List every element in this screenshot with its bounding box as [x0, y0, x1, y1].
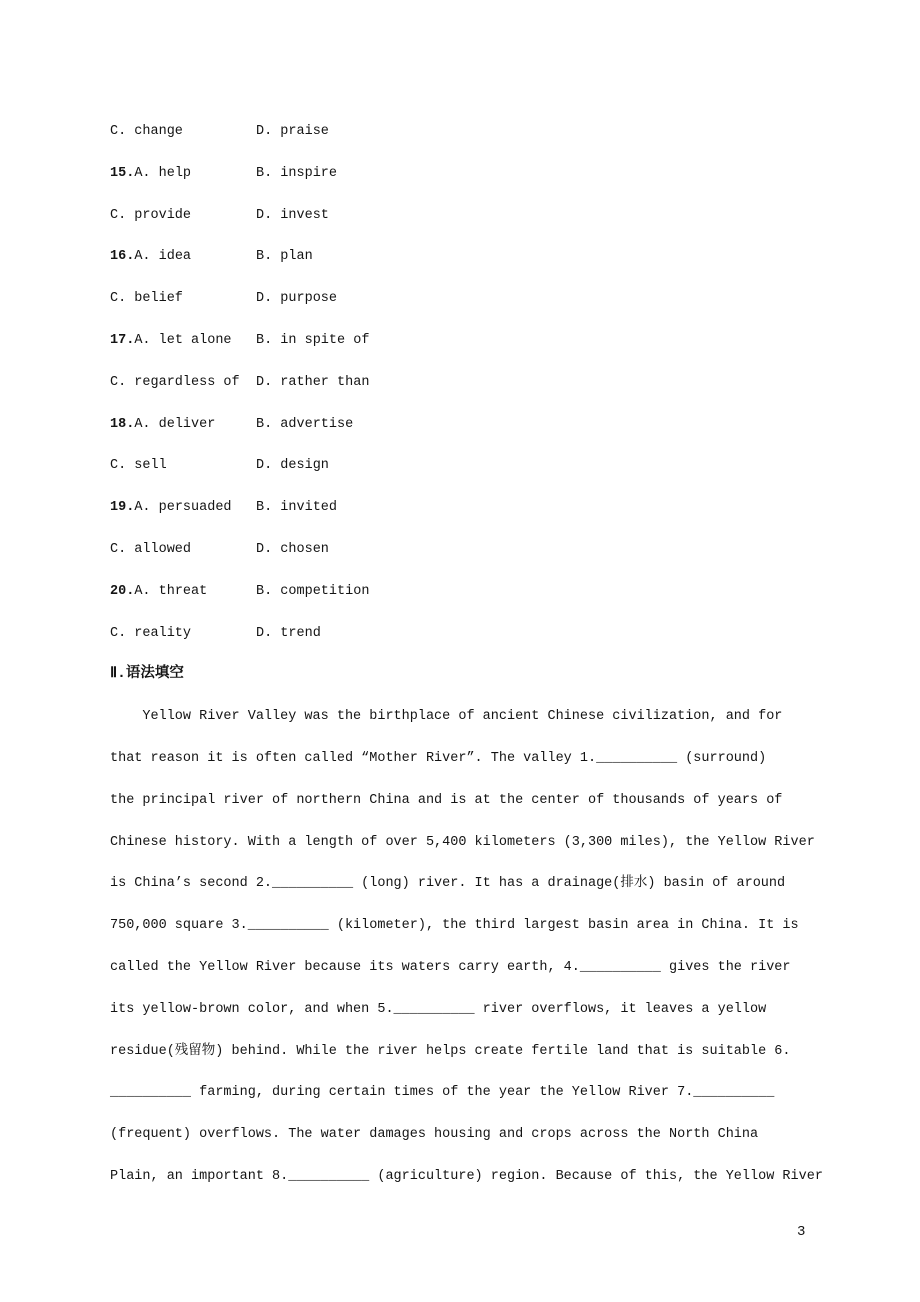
option-cell-a	[110, 529, 256, 571]
question-number: 17.	[110, 332, 135, 348]
option-row	[110, 571, 834, 613]
option-row	[110, 613, 834, 655]
option-cell-a	[110, 236, 256, 278]
passage-line: called the Yellow River because its waters carry earth, 4.__________ gives the river	[110, 959, 791, 975]
option-cell-a	[110, 320, 256, 362]
option-cell-a	[110, 278, 256, 320]
passage-line: the principal river of northern China and is at the center of thousands of years of	[110, 792, 783, 808]
option-a-label: C. allowed	[110, 541, 192, 557]
question-number: 19.	[110, 500, 135, 516]
option-b-label: B. competition	[256, 583, 370, 599]
option-cell-a	[110, 571, 256, 613]
option-cell-a	[110, 195, 256, 237]
passage-line: residue(残留物) behind. While the river helps create fertile land that is suitable 6.	[110, 1043, 791, 1059]
option-b-label: B. plan	[256, 249, 313, 265]
option-cell-a	[110, 613, 256, 655]
passage-line: its yellow-brown color, and when 5.__________ river overflows, it leaves a yellow	[110, 1001, 767, 1017]
option-a-label: C. provide	[110, 207, 192, 223]
option-b-label: B. invited	[256, 500, 338, 516]
option-row	[110, 278, 834, 320]
option-a-label: A. let alone	[134, 332, 232, 348]
option-b-label: D. praise	[256, 124, 329, 139]
section-title: Ⅱ.语法填空	[110, 666, 184, 683]
option-a-label: C. regardless of	[110, 374, 240, 390]
option-row	[110, 529, 834, 571]
option-row	[110, 487, 834, 529]
page-number: 3	[797, 1224, 806, 1240]
question-number: 20.	[110, 583, 135, 599]
passage-line: __________ farming, during certain times of the year the Yellow River 7.__________	[110, 1085, 775, 1101]
option-b-label: D. design	[256, 458, 329, 474]
option-a-label: A. help	[134, 165, 192, 181]
option-row	[110, 362, 834, 404]
option-cell-a	[110, 404, 256, 446]
option-b-label: B. inspire	[256, 165, 338, 181]
option-cell-a	[110, 362, 256, 404]
option-a-label: A. persuaded	[134, 500, 232, 516]
option-b-label: D. purpose	[256, 291, 338, 307]
passage-line: that reason it is often called “Mother River”. The valley 1.__________ (surround)	[110, 750, 767, 766]
question-number: 16.	[110, 249, 135, 265]
option-row	[110, 320, 834, 362]
passage-line: Chinese history. With a length of over 5,400 kilometers (3,300 miles), the Yellow River	[110, 834, 815, 850]
option-a-label: C. change	[110, 124, 183, 139]
option-a-label: A. threat	[134, 583, 208, 599]
passage-line: Plain, an important 8.__________ (agriculture) region. Because of this, the Yellow River	[110, 1168, 823, 1184]
option-b-label: D. chosen	[256, 541, 329, 557]
option-cell-a	[110, 445, 256, 487]
option-b-label: D. invest	[256, 207, 329, 223]
option-row	[110, 236, 834, 278]
passage-line: (frequent) overflows. The water damages housing and crops across the North China	[110, 1127, 759, 1143]
option-b-label: B. in spite of	[256, 332, 370, 348]
page-content	[110, 111, 834, 1198]
passage-line: 750,000 square 3.__________ (kilometer), the third largest basin area in China. It is	[110, 918, 799, 934]
question-number: 15.	[110, 165, 135, 181]
option-row	[110, 195, 834, 237]
option-row	[110, 111, 834, 153]
option-row	[110, 445, 834, 487]
option-cell-a	[110, 153, 256, 195]
option-cell-a	[110, 111, 256, 153]
option-a-label: C. sell	[110, 458, 167, 474]
option-a-label: C. reality	[110, 625, 192, 641]
option-a-label: A. deliver	[134, 416, 216, 432]
option-row	[110, 404, 834, 446]
option-b-label: D. trend	[256, 625, 321, 641]
question-number: 18.	[110, 416, 135, 432]
passage-line: is China’s second 2.__________ (long) river. It has a drainage(排水) basin of around	[110, 876, 786, 892]
option-a-label: C. belief	[110, 291, 183, 307]
passage-line: Yellow River Valley was the birthplace of ancient Chinese civilization, and for	[110, 709, 783, 725]
option-b-label: D. rather than	[256, 374, 370, 390]
option-b-label: B. advertise	[256, 416, 354, 432]
option-cell-a	[110, 487, 256, 529]
option-row	[110, 153, 834, 195]
option-a-label: A. idea	[134, 249, 192, 265]
